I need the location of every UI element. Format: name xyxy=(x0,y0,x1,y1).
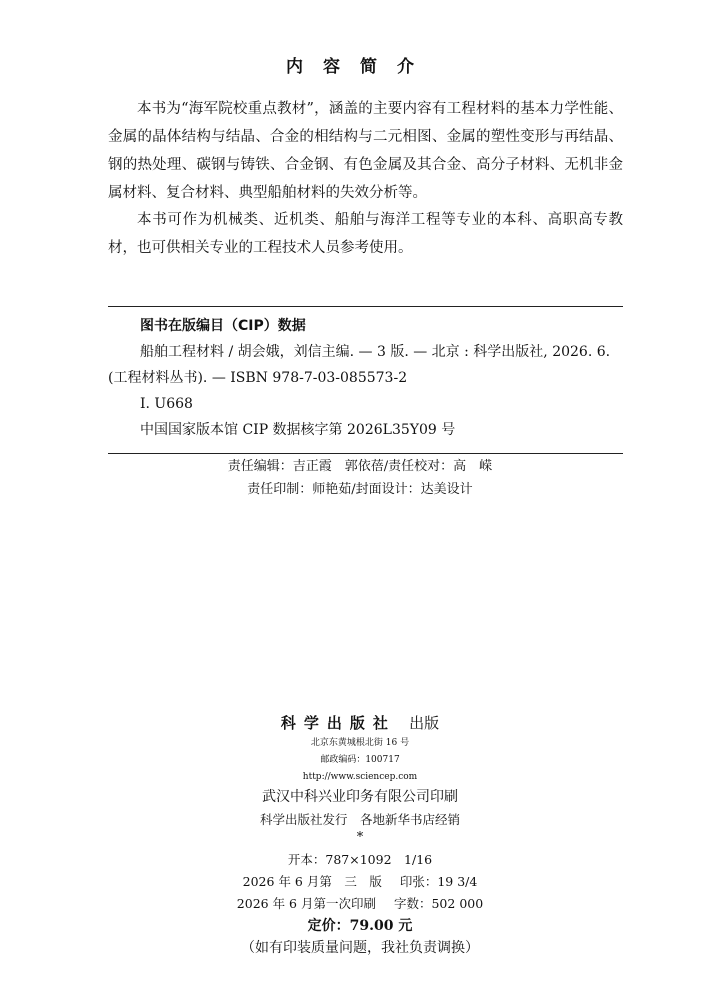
intro-paragraph-2 xyxy=(108,206,623,262)
editors-block xyxy=(0,455,720,501)
editors-line-1: 责任编辑：吉正霞 郭依蓓/责任校对：高 嵘 xyxy=(227,459,493,474)
intro-text-1: 本书为“海军院校重点教材”，涵盖的主要内容有工程材料的基本力学性能、金属的晶体结构与结晶、合金的相结构与二元相图、金属的塑性变形与再结晶、钢的热处理、碳钢与铸铁、合金钢、有色金属及其合金、高分子材料、无机非金属材料、复合材料、典型船舶材料的失效分析等。 xyxy=(108,101,623,201)
distribution-line: 科学出版社发行 各地新华书店经销 xyxy=(259,812,460,827)
publisher-suffix: 出版 xyxy=(409,714,440,732)
price-line: 定价：79.00 元 xyxy=(307,918,413,934)
cip-line-3: I. U668 xyxy=(140,396,193,412)
notice-line: （如有印装质量问题，我社负责调换） xyxy=(241,940,479,956)
edition-text: 2026 年 6 月第 三 版 xyxy=(242,874,382,889)
cip-line-1: 船舶工程材料 / 胡会娥，刘信主编. — 3 版. — 北京 : 科学出版社, 2026. 6. xyxy=(140,344,611,360)
printing-row xyxy=(0,893,720,915)
cip-line-2: (工程材料丛书). — ISBN 978-7-03-085573-2 xyxy=(108,370,408,386)
cip-bottom-rule xyxy=(108,453,623,454)
format-line: 开本：787×1092 1/16 xyxy=(287,852,433,867)
publisher-address: 北京东黄城根北街 16 号 xyxy=(310,738,410,748)
cip-block xyxy=(108,313,628,443)
publisher-name: 科学出版社 xyxy=(280,714,396,732)
publisher-url: http://www.sciencep.com xyxy=(302,772,418,782)
printing-text: 2026 年 6 月第一次印刷 xyxy=(236,896,376,911)
cip-heading: 图书在版编目（CIP）数据 xyxy=(140,318,306,334)
editors-line-2: 责任印制：师艳茹/封面设计：达美设计 xyxy=(247,482,473,497)
intro-text-2: 本书可作为机械类、近机类、船舶与海洋工程等专业的本科、高职高专教材，也可供相关专业的工程技术人员参考使用。 xyxy=(108,212,623,256)
separator-star: * xyxy=(356,830,364,845)
cip-line-4: 中国国家版本馆 CIP 数据核字第 2026L35Y09 号 xyxy=(140,422,456,438)
sheets-text: 印张：19 3/4 xyxy=(399,874,478,889)
cip-top-rule xyxy=(108,306,623,307)
printer-line: 武汉中科兴业印务有限公司印刷 xyxy=(262,789,458,805)
publisher-name-line xyxy=(0,711,720,735)
words-text: 字数：502 000 xyxy=(393,896,484,911)
edition-row xyxy=(0,871,720,893)
page-title: 内容简介 xyxy=(286,57,434,77)
intro-paragraph-1 xyxy=(108,95,623,207)
publisher-block xyxy=(0,711,720,960)
publisher-postcode: 邮政编码：100717 xyxy=(320,755,400,765)
